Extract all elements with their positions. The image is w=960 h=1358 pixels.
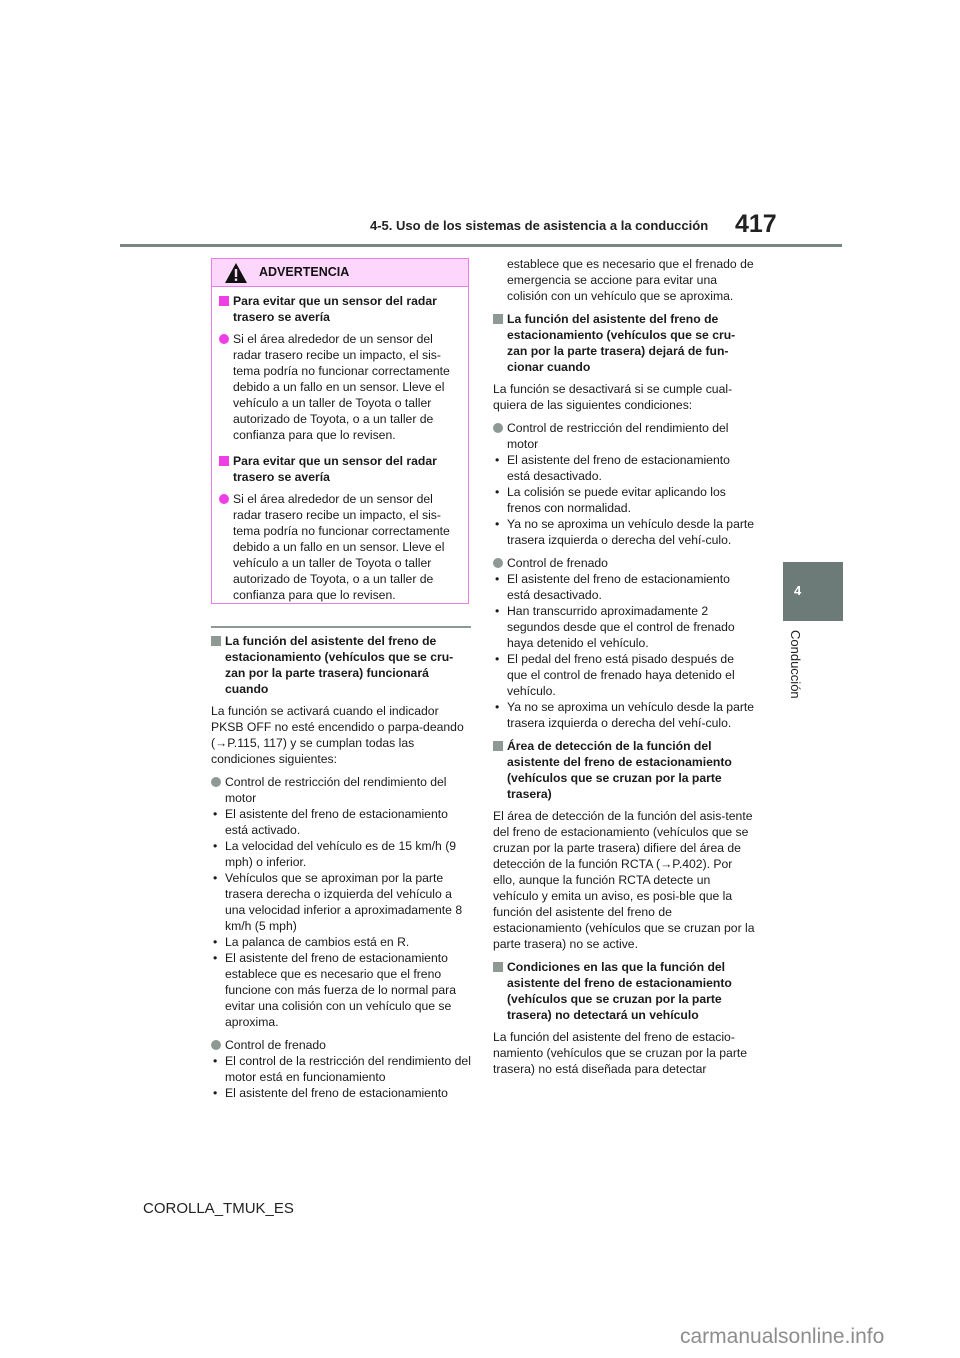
group-title: Control de restricción del rendimiento del motor <box>493 420 755 452</box>
warning-text: Si el área alrededor de un sensor del radar trasero recibe un impacto, el sis-tema podría no funcionar correctamente debido a un fallo en un sensor. Lleve el vehículo a un taller de Toyota o taller autorizado de Toyota, o a un taller de confianza para que lo revisen. <box>219 491 460 603</box>
circle-bullet-icon <box>493 423 503 433</box>
section-divider <box>211 626 471 628</box>
warning-text: Si el área alrededor de un sensor del radar trasero recibe un impacto, el sis-tema podría no funcionar correctamente debido a un fallo en un sensor. Lleve el vehículo a un taller de Toyota o taller autorizado de Toyota, o a un taller de confianza para que lo revisen. <box>219 331 460 443</box>
section-heading: La función del asistente del freno de estacionamiento (vehículos que se cru-zan por la parte trasera) dejará de fun-cionar cuando <box>493 311 755 375</box>
circle-bullet-icon <box>211 777 221 787</box>
square-bullet-icon <box>493 314 503 324</box>
list-item: • Ya no se aproxima un vehículo desde la parte trasera izquierda o derecha del vehí-culo. <box>493 699 755 731</box>
group-title: Control de restricción del rendimiento del motor <box>211 774 471 806</box>
list-item: • El pedal del freno está pisado después de que el control de frenado haya detenido el vehículo. <box>493 651 755 699</box>
warning-body <box>212 287 468 603</box>
circle-bullet-icon <box>493 558 503 568</box>
list-item: • Vehículos que se aproximan por la parte trasera derecha o izquierda del vehículo a una velocidad inferior a aproximadamente 8 km/h (5 mph) <box>211 870 471 934</box>
condition-group <box>493 555 755 731</box>
circle-bullet-icon <box>219 494 229 504</box>
list-item: • El control de la restricción del rendimiento del motor está en funcionamiento <box>211 1053 471 1085</box>
group-title: Control de frenado <box>211 1037 471 1053</box>
condition-group <box>493 420 755 548</box>
list-item: • Ya no se aproxima un vehículo desde la parte trasera izquierda o derecha del vehí-culo. <box>493 516 755 548</box>
section-text: El área de detección de la función del asis-tente del freno de estacionamiento (vehículos que se cruzan por la parte trasera) difiere del área de detección de la función RCTA (→P.402). Por ello, aunque la función RCTA detecte un vehículo y emita un aviso, es posi-ble que la función del asistente del freno de estacionamiento (vehículos que se cruzan por la parte trasera) no se active. <box>493 809 755 951</box>
list-item: • El asistente del freno de estacionamiento está activado. <box>211 806 471 838</box>
list-item: • El asistente del freno de estacionamiento <box>211 1085 471 1101</box>
section-heading: Área de detección de la función del asistente del freno de estacionamiento (vehículos que se cruzan por la parte trasera) <box>493 738 755 802</box>
list-item: • La velocidad del vehículo es de 15 km/h (9 mph) o inferior. <box>211 838 471 870</box>
section-text: La función del asistente del freno de estacio-namiento (vehículos que se cruzan por la parte trasera) no está diseñada para detectar <box>493 1030 748 1076</box>
list-item: • La colisión se puede evitar aplicando los frenos con normalidad. <box>493 484 755 516</box>
list-item: • El asistente del freno de estacionamiento está desactivado. <box>493 452 755 484</box>
continuation-text: establece que es necesario que el frenado de emergencia se accione para evitar una colisión con un vehículo que se aproxima. <box>507 257 754 303</box>
circle-bullet-icon <box>211 1040 221 1050</box>
list-item: • Han transcurrido aproximadamente 2 segundos desde que el control de frenado haya detenido el vehículo. <box>493 603 755 651</box>
page-number: 417 <box>735 210 777 238</box>
condition-group <box>211 774 471 1030</box>
warning-box <box>211 258 469 604</box>
list-item: • La palanca de cambios está en R. <box>211 934 471 950</box>
square-bullet-icon <box>219 456 229 466</box>
section-heading: La función del asistente del freno de estacionamiento (vehículos que se cru-zan por la parte trasera) funcionará cuando <box>211 633 471 697</box>
group-title: Control de frenado <box>493 555 755 571</box>
header-title: 4-5. Uso de los sistemas de asistencia a la conducción <box>370 218 709 233</box>
chapter-label: Conducción <box>788 630 803 699</box>
section-intro: La función se activará cuando el indicador PKSB OFF no esté encendido o parpa-deando (→P.115, 117) y se cumplan todas las condiciones siguientes: <box>211 703 464 766</box>
chapter-tab: 4 <box>783 562 843 621</box>
square-bullet-icon <box>219 296 229 306</box>
list-item: • El asistente del freno de estacionamiento está desactivado. <box>493 571 755 603</box>
header-rule <box>120 244 842 247</box>
circle-bullet-icon <box>219 334 229 344</box>
warning-heading: Para evitar que un sensor del radar trasero se avería <box>219 453 460 485</box>
left-column <box>211 626 471 1108</box>
condition-group <box>211 1037 471 1101</box>
square-bullet-icon <box>493 741 503 751</box>
warning-header <box>212 259 468 287</box>
footer-code: COROLLA_TMUK_ES <box>143 1200 294 1217</box>
warning-title: ADVERTENCIA <box>259 265 350 279</box>
warning-triangle-icon <box>225 263 247 283</box>
square-bullet-icon <box>493 962 503 972</box>
watermark[interactable]: carmanualsonline.info <box>680 1325 885 1348</box>
section-heading: Condiciones en las que la función del asistente del freno de estacionamiento (vehículos que se cruzan por la parte trasera) no detectará un vehículo <box>493 959 755 1023</box>
warning-heading: Para evitar que un sensor del radar trasero se avería <box>219 293 460 325</box>
section-intro: La función se desactivará si se cumple cual-quiera de las siguientes condiciones: <box>493 382 733 412</box>
square-bullet-icon <box>211 636 221 646</box>
right-column <box>493 256 755 1084</box>
list-item: • El asistente del freno de estacionamiento establece que es necesario que el freno funcione con más fuerza de lo normal para evitar una colisión con un vehículo que se aproxima. <box>211 950 471 1030</box>
